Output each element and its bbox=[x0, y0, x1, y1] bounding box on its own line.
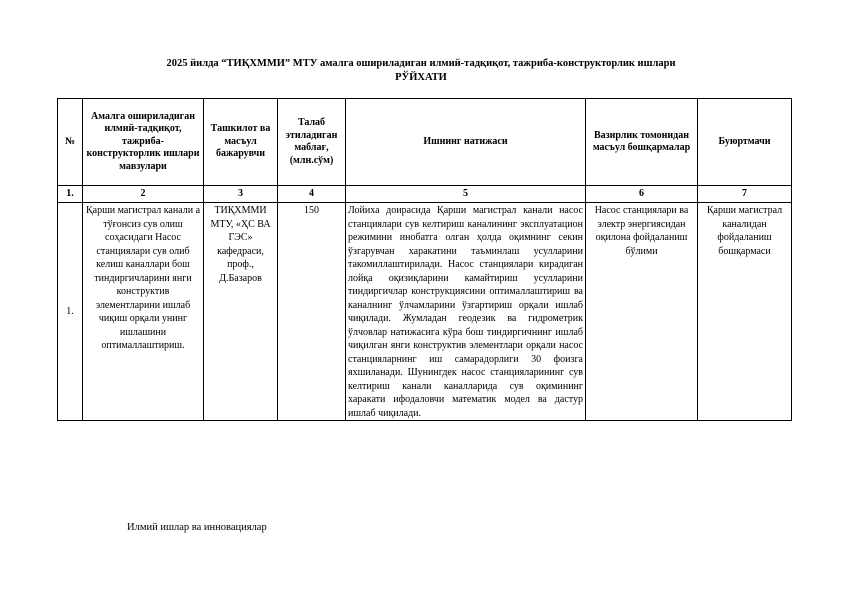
row-result: Лойиха доирасида Қарши магистрал канали насос станциялари сув келтириш каналининг эксплуатацион режимини инобатга олган ҳолда оқимнинг секин ўзгарувчан харакатини таъминлаш усулларини такомиллаштирилади. Насос станциялари кирадиган лойқа оқизиқларини камайтириш усулларини тиндиргичлар конструкциясини оптималлаштириш ва каналнинг ўлчамларини ўзгартириш орқали ишлаб чиқилади. Жумладан геодезик ва гидрометрик ўлчовлар натижасига кўра бош тиндиргичнинг ишлаб чиқилган янги конструктив элементлари орқали насос станцияларнинг иш самарадорлиги 30 фоизга яхшиланади. Шунингдек насос станцияларининг сув келтириш канали каналларида сув оқимининг харакати ифодаловчи математик модел ва дастур ишлаб чиқилади. bbox=[346, 203, 586, 421]
column-number: 6 bbox=[586, 186, 698, 203]
header-row bbox=[58, 99, 792, 186]
header-organization: Ташкилот ва масъул бажарувчи bbox=[204, 99, 278, 186]
row-organization: ТИҚХММИ МТУ, «ҲС ВА ГЭС» кафедраси, проф., Д.Базаров bbox=[204, 203, 278, 421]
document-title: 2025 йилда “ТИҚХММИ” МТУ амалга ошириладиган илмий-тадқиқот, тажриба-конструкторлик ишлари bbox=[166, 58, 676, 69]
row-customer: Қарши магистрал каналидан фойдаланиш бошқармаси bbox=[698, 203, 792, 421]
document-subtitle: РЎЙХАТИ bbox=[395, 72, 447, 83]
column-number: 5 bbox=[346, 186, 586, 203]
footer-signature-label: Илмий ишлар ва инновациялар bbox=[127, 522, 267, 533]
column-number: 3 bbox=[204, 186, 278, 203]
header-number: № bbox=[58, 99, 83, 186]
column-number: 4 bbox=[278, 186, 346, 203]
header-department: Вазирлик томонидан масъул бошқармалар bbox=[586, 99, 698, 186]
column-number: 1. bbox=[58, 186, 83, 203]
header-amount: Талаб этиладиган маблағ, (млн.сўм) bbox=[278, 99, 346, 186]
header-result: Ишнинг натижаси bbox=[346, 99, 586, 186]
column-number: 7 bbox=[698, 186, 792, 203]
research-table bbox=[57, 98, 792, 421]
table-row bbox=[58, 203, 792, 421]
header-topic: Амалга ошириладиган илмий-тадқиқот, тажриба-конструкторлик ишлари мавзулари bbox=[83, 99, 204, 186]
row-amount: 150 bbox=[278, 203, 346, 421]
header-customer: Буюртмачи bbox=[698, 99, 792, 186]
column-number-row bbox=[58, 186, 792, 203]
row-topic: Қарши магистрал канали а тўғонсиз сув олиш соҳасидаги Насос станциялари сув олиб келиш каналлари бош тиндиргичларини янги конструктив элементларини ишлаб чиқиш орқали унинг ишлашини оптималлаштириш. bbox=[83, 203, 204, 421]
row-department: Насос станциялари ва электр энергиясидан оқилона фойдаланиш бўлими bbox=[586, 203, 698, 421]
column-number: 2 bbox=[83, 186, 204, 203]
row-number: 1. bbox=[58, 203, 83, 421]
